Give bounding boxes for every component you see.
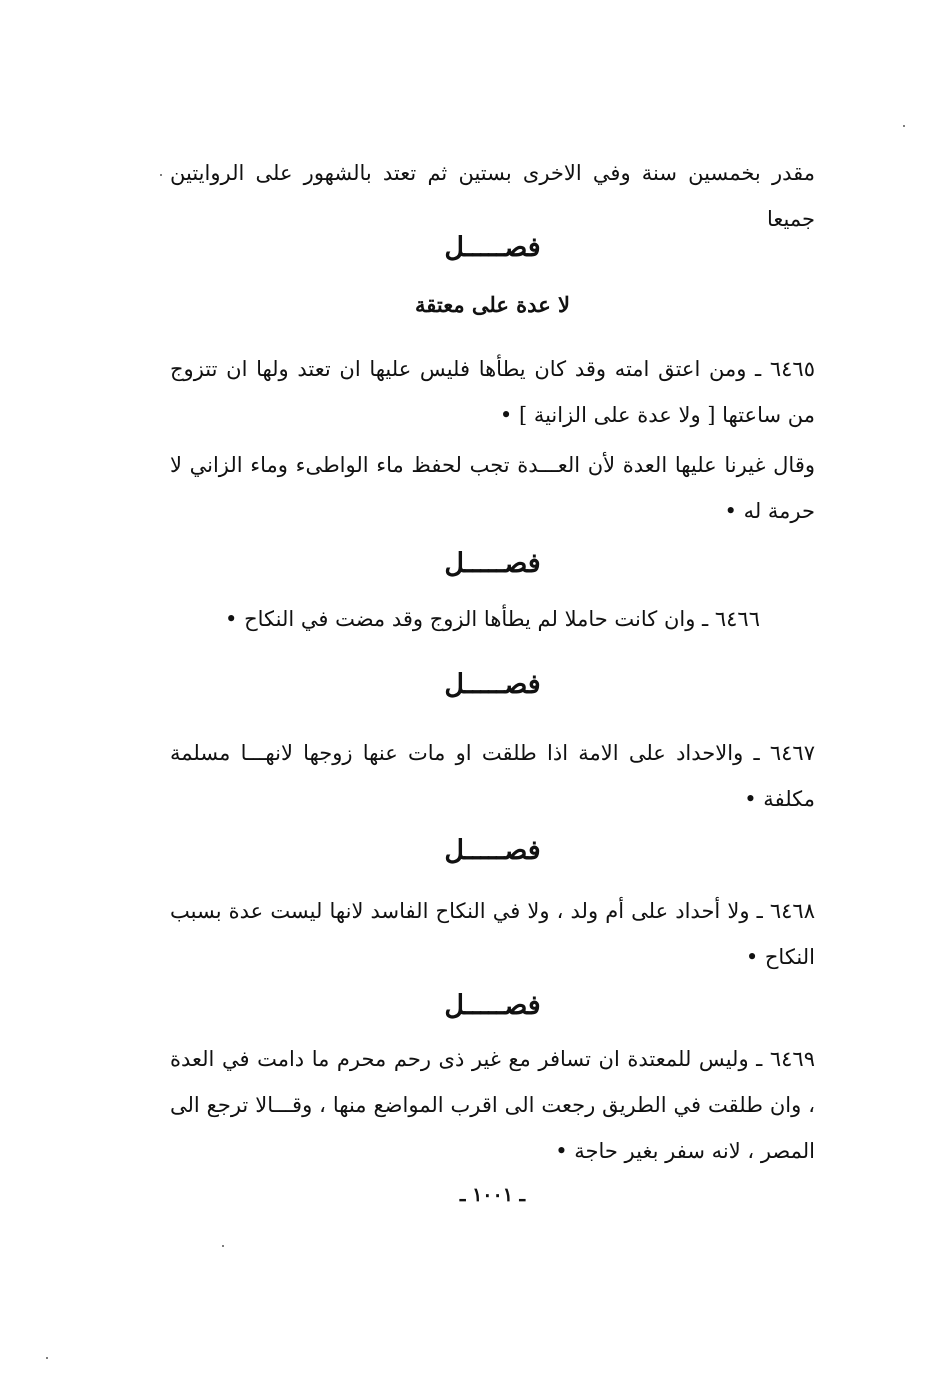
paragraph-6466: ٦٤٦٦ ـ وان كانت حاملا لم يطأها الزوج وقد مضت في النكاح • [225,607,760,631]
paragraph-6467: ٦٤٦٧ ـ والاحداد على الامة اذا طلقت او مات عنها زوجها لانهـــا مسلمة مكلفة • [170,741,815,811]
paragraph-6469: ٦٤٦٩ ـ وليس للمعتدة ان تسافر مع غير ذى رحم محرم ما دامت في العدة ، وان طلقت في الطريق رجعت الى اقرب المواضع منها ، وقـــالا ترجع الى المصر ، لانه سفر بغير حاجة • [170,1047,815,1163]
section-heading-4: فصـــــل [444,835,541,866]
section-heading-2: فصـــــل [444,548,541,579]
section-heading-3: فصـــــل [444,669,541,700]
paragraph-6468: ٦٤٦٨ ـ ولا أحداد على أم ولد ، ولا في النكاح الفاسد لانها ليست عدة بسبب النكاح • [170,899,815,969]
paragraph-6465: ٦٤٦٥ ـ ومن اعتق امته وقد كان يطأها فليس عليها ان تعتد ولها ان تتزوج من ساعتها [ ولا عدة على الزانية ] • [170,357,815,427]
scan-speck [160,174,162,176]
scan-speck [46,1357,48,1359]
section-heading-1: فصـــــل [444,232,541,263]
section-heading-5: فصـــــل [444,990,541,1021]
page-number: ـ ١٠٠١ ـ [459,1184,526,1206]
paragraph-6465-commentary: وقال غيرنا عليها العدة لأن العـــدة تجب لحفظ ماء الواطىء وماء الزاني لا حرمة له • [170,453,815,523]
section-subtitle: لا عدة على معتقة [414,292,571,317]
scan-speck [903,125,905,127]
scan-speck [222,1245,224,1247]
intro-line: مقدر بخمسين سنة وفي الاخرى بستين ثم تعتد بالشهور على الروايتين جميعا [170,161,815,231]
